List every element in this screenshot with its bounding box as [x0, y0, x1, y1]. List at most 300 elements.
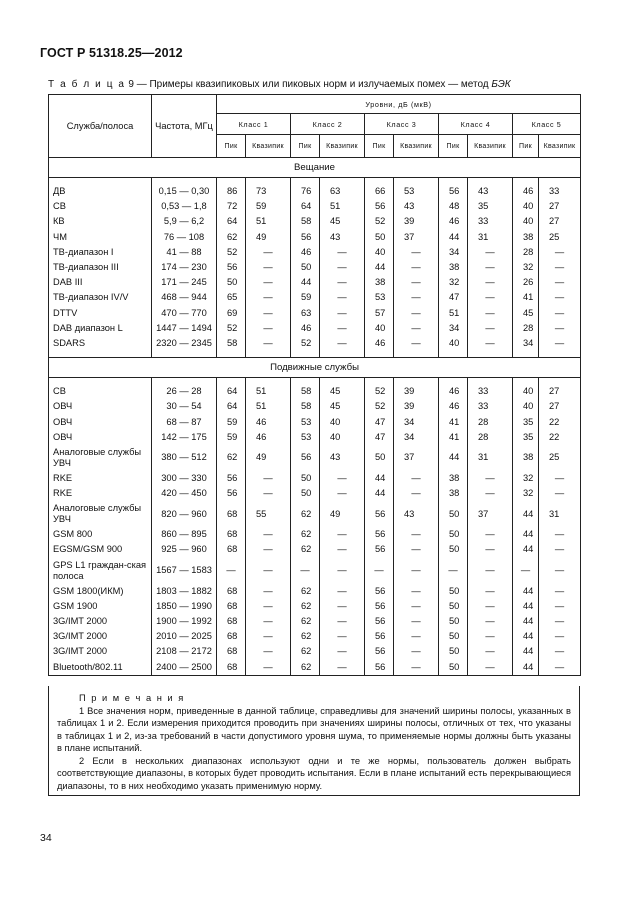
frequency-cell: 174 — 230 — [152, 260, 217, 275]
quasi-peak-cell: — — [246, 260, 291, 275]
peak-cell: — — [365, 558, 394, 584]
peak-cell: 45 — [513, 306, 539, 321]
note-2: 2 Если в нескольких диапазонах используют одни и те же нормы, пользователь должен выбрать соответствующие диапазоны, в которых будет проводить испытания. Если в плане испытаний есть перекрывающиеся диапазоны, то в них необходимо указать применимую норму. — [57, 755, 571, 791]
peak-cell: 65 — [217, 290, 246, 305]
quasi-peak-cell: — — [394, 471, 439, 486]
table-body — [49, 158, 581, 676]
service-cell: ОВЧ — [49, 414, 152, 429]
peak-cell: 44 — [513, 629, 539, 644]
frequency-cell: 470 — 770 — [152, 306, 217, 321]
header-quasi-peak: Квазипик — [394, 135, 439, 158]
peak-cell: 46 — [513, 184, 539, 199]
peak-cell: 38 — [439, 260, 468, 275]
quasi-peak-cell: 39 — [394, 384, 439, 399]
peak-cell: 44 — [513, 660, 539, 676]
table-caption-method: БЭК — [491, 79, 511, 90]
peak-cell: 59 — [217, 430, 246, 445]
header-class-5: Класс 5 — [513, 114, 581, 135]
peak-cell: 38 — [513, 445, 539, 471]
quasi-peak-cell: — — [246, 306, 291, 321]
peak-cell: 68 — [217, 542, 246, 557]
header-quasi-peak: Квазипик — [246, 135, 291, 158]
peak-cell: 56 — [365, 584, 394, 599]
quasi-peak-cell: — — [394, 260, 439, 275]
header-service: Служба/полоса — [49, 95, 152, 158]
quasi-peak-cell: 33 — [539, 184, 581, 199]
quasi-peak-cell: 31 — [468, 230, 513, 245]
quasi-peak-cell: — — [320, 542, 365, 557]
quasi-peak-cell: 25 — [539, 230, 581, 245]
quasi-peak-cell: — — [246, 275, 291, 290]
quasi-peak-cell: 43 — [468, 184, 513, 199]
quasi-peak-cell: — — [539, 629, 581, 644]
quasi-peak-cell: — — [320, 660, 365, 676]
peak-cell: 38 — [365, 275, 394, 290]
quasi-peak-cell: 37 — [394, 230, 439, 245]
quasi-peak-cell: — — [539, 584, 581, 599]
quasi-peak-cell: — — [468, 629, 513, 644]
peak-cell: 56 — [291, 230, 320, 245]
quasi-peak-cell: — — [394, 486, 439, 501]
quasi-peak-cell: — — [468, 245, 513, 260]
frequency-cell: 2320 — 2345 — [152, 336, 217, 351]
peak-cell: 53 — [291, 430, 320, 445]
quasi-peak-cell: — — [468, 471, 513, 486]
quasi-peak-cell: — — [468, 336, 513, 351]
header-class-1: Класс 1 — [217, 114, 291, 135]
quasi-peak-cell: — — [468, 614, 513, 629]
service-cell: GPS L1 граждан-ская полоса — [49, 558, 152, 584]
peak-cell: 56 — [365, 644, 394, 659]
peak-cell: 76 — [291, 184, 320, 199]
quasi-peak-cell: — — [320, 471, 365, 486]
quasi-peak-cell: — — [539, 245, 581, 260]
section-title: Подвижные службы — [49, 358, 581, 378]
quasi-peak-cell: — — [394, 584, 439, 599]
table-row — [49, 275, 581, 290]
peak-cell: 64 — [217, 384, 246, 399]
frequency-cell: 1900 — 1992 — [152, 614, 217, 629]
quasi-peak-cell: — — [320, 306, 365, 321]
peak-cell: 50 — [217, 275, 246, 290]
quasi-peak-cell: — — [394, 660, 439, 676]
quasi-peak-cell: — — [394, 599, 439, 614]
quasi-peak-cell: — — [320, 527, 365, 542]
peak-cell: 50 — [365, 230, 394, 245]
quasi-peak-cell: — — [468, 644, 513, 659]
peak-cell: 52 — [217, 245, 246, 260]
peak-cell: 62 — [291, 542, 320, 557]
quasi-peak-cell: — — [539, 644, 581, 659]
peak-cell: 62 — [217, 445, 246, 471]
quasi-peak-cell: 53 — [394, 184, 439, 199]
service-cell: ТВ-диапазон IV/V — [49, 290, 152, 305]
header-levels: Уровни, дБ (мкВ) — [217, 95, 581, 114]
peak-cell: 53 — [365, 290, 394, 305]
quasi-peak-cell: — — [468, 599, 513, 614]
peak-cell: 34 — [439, 321, 468, 336]
quasi-peak-cell: — — [539, 471, 581, 486]
quasi-peak-cell: 33 — [468, 214, 513, 229]
quasi-peak-cell: — — [539, 660, 581, 676]
header-class-2: Класс 2 — [291, 114, 365, 135]
quasi-peak-cell: 45 — [320, 384, 365, 399]
quasi-peak-cell: — — [320, 599, 365, 614]
peak-cell: 38 — [439, 486, 468, 501]
quasi-peak-cell: — — [320, 336, 365, 351]
table-row — [49, 336, 581, 351]
peak-cell: 57 — [365, 306, 394, 321]
peak-cell: 50 — [439, 527, 468, 542]
peak-cell: 58 — [291, 399, 320, 414]
peak-cell: 64 — [217, 214, 246, 229]
quasi-peak-cell: — — [468, 260, 513, 275]
peak-cell: 59 — [217, 414, 246, 429]
peak-cell: 50 — [291, 471, 320, 486]
service-cell: ТВ-диапазон I — [49, 245, 152, 260]
peak-cell: 50 — [291, 486, 320, 501]
table-row — [49, 644, 581, 659]
table-row — [49, 542, 581, 557]
service-cell: GSM 1900 — [49, 599, 152, 614]
frequency-cell: 1850 — 1990 — [152, 599, 217, 614]
peak-cell: 52 — [217, 321, 246, 336]
peak-cell: 32 — [513, 486, 539, 501]
peak-cell: 50 — [291, 260, 320, 275]
peak-cell: 58 — [217, 336, 246, 351]
peak-cell: 56 — [365, 501, 394, 527]
quasi-peak-cell: — — [246, 290, 291, 305]
service-cell: КВ — [49, 214, 152, 229]
frequency-cell: 2010 — 2025 — [152, 629, 217, 644]
peak-cell: 50 — [439, 629, 468, 644]
note-1: 1 Все значения норм, приведенные в данной таблице, справедливы для значений ширины полосы, указанных в таблицах 1 и 2. Если измерения приходится проводить при значениях ширины полосы, отличных от тех, что указаны в таблицах 1 и 2, из-за требований в части допустимого уровня шума, то применяемые нормы должны быть указаны в плане испытаний. — [57, 705, 571, 753]
quasi-peak-cell: — — [468, 306, 513, 321]
peak-cell: 52 — [365, 384, 394, 399]
service-cell: DAB диапазон L — [49, 321, 152, 336]
peak-cell: 44 — [513, 644, 539, 659]
table-caption-text: 9 — Примеры квазипиковых или пиковых норм и излучаемых помех — метод — [125, 79, 492, 90]
peak-cell: 62 — [291, 599, 320, 614]
quasi-peak-cell: — — [468, 275, 513, 290]
peak-cell: 62 — [291, 629, 320, 644]
peak-cell: 44 — [513, 584, 539, 599]
quasi-peak-cell: 46 — [246, 430, 291, 445]
header-quasi-peak: Квазипик — [539, 135, 581, 158]
frequency-cell: 420 — 450 — [152, 486, 217, 501]
quasi-peak-cell: 46 — [246, 414, 291, 429]
frequency-cell: 468 — 944 — [152, 290, 217, 305]
peak-cell: 46 — [439, 384, 468, 399]
peak-cell: 46 — [365, 336, 394, 351]
peak-cell: 44 — [291, 275, 320, 290]
peak-cell: 68 — [217, 614, 246, 629]
quasi-peak-cell: 37 — [468, 501, 513, 527]
quasi-peak-cell: 40 — [320, 414, 365, 429]
quasi-peak-cell: — — [394, 275, 439, 290]
table-row — [49, 486, 581, 501]
peak-cell: 52 — [365, 214, 394, 229]
frequency-cell: 0,53 — 1,8 — [152, 199, 217, 214]
quasi-peak-cell: 51 — [246, 384, 291, 399]
table-row — [49, 430, 581, 445]
quasi-peak-cell: — — [539, 290, 581, 305]
table-row — [49, 260, 581, 275]
peak-cell: 44 — [365, 260, 394, 275]
peak-cell: 66 — [365, 184, 394, 199]
quasi-peak-cell: 31 — [468, 445, 513, 471]
peak-cell: 50 — [439, 584, 468, 599]
frequency-cell: 171 — 245 — [152, 275, 217, 290]
service-cell: Bluetooth/802.11 — [49, 660, 152, 676]
quasi-peak-cell: — — [320, 644, 365, 659]
peak-cell: 50 — [439, 542, 468, 557]
frequency-cell: 30 — 54 — [152, 399, 217, 414]
notes-block — [48, 686, 580, 796]
peak-cell: 32 — [513, 471, 539, 486]
peak-cell: 32 — [439, 275, 468, 290]
peak-cell: 47 — [365, 430, 394, 445]
service-cell: SDARS — [49, 336, 152, 351]
peak-cell: 68 — [217, 629, 246, 644]
quasi-peak-cell: — — [394, 527, 439, 542]
quasi-peak-cell: 49 — [320, 501, 365, 527]
peak-cell: 56 — [365, 614, 394, 629]
service-cell: GSM 800 — [49, 527, 152, 542]
table-row — [49, 614, 581, 629]
service-cell: ТВ-диапазон III — [49, 260, 152, 275]
peak-cell: 58 — [291, 214, 320, 229]
peak-cell: 44 — [513, 542, 539, 557]
peak-cell: 62 — [291, 584, 320, 599]
peak-cell: 41 — [439, 430, 468, 445]
header-frequency: Частота, МГц — [152, 95, 217, 158]
peak-cell: 44 — [439, 445, 468, 471]
peak-cell: 28 — [513, 245, 539, 260]
peak-cell: 56 — [365, 629, 394, 644]
quasi-peak-cell: — — [246, 660, 291, 676]
header-class-4: Класс 4 — [439, 114, 513, 135]
quasi-peak-cell: 25 — [539, 445, 581, 471]
header-peak: Пик — [513, 135, 539, 158]
quasi-peak-cell: — — [246, 614, 291, 629]
peak-cell: 38 — [439, 471, 468, 486]
frequency-cell: 41 — 88 — [152, 245, 217, 260]
peak-cell: 44 — [513, 501, 539, 527]
peak-cell: 62 — [291, 501, 320, 527]
frequency-cell: 1567 — 1583 — [152, 558, 217, 584]
service-cell: GSM 1800(ИКМ) — [49, 584, 152, 599]
peak-cell: 68 — [217, 599, 246, 614]
peak-cell: 86 — [217, 184, 246, 199]
peak-cell: 40 — [513, 399, 539, 414]
quasi-peak-cell: — — [246, 321, 291, 336]
peak-cell: 44 — [439, 230, 468, 245]
quasi-peak-cell: — — [394, 245, 439, 260]
peak-cell: 46 — [291, 321, 320, 336]
peak-cell: 62 — [291, 527, 320, 542]
quasi-peak-cell: — — [394, 306, 439, 321]
quasi-peak-cell: 51 — [320, 199, 365, 214]
peak-cell: 62 — [217, 230, 246, 245]
peak-cell: 41 — [439, 414, 468, 429]
quasi-peak-cell: — — [394, 336, 439, 351]
header-peak: Пик — [439, 135, 468, 158]
table-row — [49, 306, 581, 321]
peak-cell: 56 — [365, 660, 394, 676]
peak-cell: 58 — [291, 384, 320, 399]
quasi-peak-cell: 22 — [539, 430, 581, 445]
table-caption-label: Т а б л и ц а — [48, 79, 126, 90]
quasi-peak-cell: 27 — [539, 399, 581, 414]
quasi-peak-cell: 33 — [468, 384, 513, 399]
peak-cell: 56 — [365, 542, 394, 557]
frequency-cell: 5,9 — 6,2 — [152, 214, 217, 229]
quasi-peak-cell: — — [468, 584, 513, 599]
peak-cell: 35 — [513, 414, 539, 429]
peak-cell: 64 — [291, 199, 320, 214]
quasi-peak-cell: — — [394, 542, 439, 557]
quasi-peak-cell: 59 — [246, 199, 291, 214]
quasi-peak-cell: — — [468, 660, 513, 676]
quasi-peak-cell: 27 — [539, 384, 581, 399]
service-cell: СВ — [49, 199, 152, 214]
peak-cell: 68 — [217, 527, 246, 542]
frequency-cell: 300 — 330 — [152, 471, 217, 486]
quasi-peak-cell: — — [246, 486, 291, 501]
quasi-peak-cell: 73 — [246, 184, 291, 199]
peak-cell: 40 — [513, 199, 539, 214]
peak-cell: 68 — [217, 644, 246, 659]
quasi-peak-cell: 49 — [246, 230, 291, 245]
quasi-peak-cell: 43 — [394, 199, 439, 214]
peak-cell: 50 — [439, 644, 468, 659]
quasi-peak-cell: 28 — [468, 430, 513, 445]
quasi-peak-cell: — — [320, 275, 365, 290]
peak-cell: 35 — [513, 430, 539, 445]
table-row — [49, 660, 581, 676]
peak-cell: 56 — [217, 260, 246, 275]
peak-cell: — — [513, 558, 539, 584]
quasi-peak-cell: — — [539, 321, 581, 336]
peak-cell: 47 — [365, 414, 394, 429]
quasi-peak-cell: — — [539, 542, 581, 557]
section-row — [49, 158, 581, 178]
peak-cell: 32 — [513, 260, 539, 275]
quasi-peak-cell: — — [246, 336, 291, 351]
peak-cell: 56 — [217, 486, 246, 501]
quasi-peak-cell: — — [468, 486, 513, 501]
quasi-peak-cell: — — [468, 321, 513, 336]
standard-title: ГОСТ Р 51318.25—2012 — [40, 46, 183, 60]
peak-cell: 56 — [365, 199, 394, 214]
section-row — [49, 358, 581, 378]
quasi-peak-cell: — — [246, 245, 291, 260]
peak-cell: — — [439, 558, 468, 584]
peak-cell: 44 — [365, 471, 394, 486]
table-row — [49, 290, 581, 305]
quasi-peak-cell: — — [539, 306, 581, 321]
service-cell: 3G/IMT 2000 — [49, 629, 152, 644]
table-row — [49, 214, 581, 229]
peak-cell: 46 — [439, 399, 468, 414]
quasi-peak-cell: 63 — [320, 184, 365, 199]
frequency-cell: 2108 — 2172 — [152, 644, 217, 659]
frequency-cell: 1447 — 1494 — [152, 321, 217, 336]
table-row — [49, 245, 581, 260]
service-cell: RKE — [49, 471, 152, 486]
quasi-peak-cell: — — [246, 558, 291, 584]
peak-cell: 46 — [291, 245, 320, 260]
quasi-peak-cell: 39 — [394, 214, 439, 229]
peak-cell: 62 — [291, 644, 320, 659]
quasi-peak-cell: — — [468, 527, 513, 542]
peak-cell: 46 — [439, 214, 468, 229]
quasi-peak-cell: — — [394, 290, 439, 305]
quasi-peak-cell: — — [539, 614, 581, 629]
quasi-peak-cell: 39 — [394, 399, 439, 414]
frequency-cell: 380 — 512 — [152, 445, 217, 471]
quasi-peak-cell: — — [468, 542, 513, 557]
peak-cell: 40 — [365, 245, 394, 260]
quasi-peak-cell: 22 — [539, 414, 581, 429]
table-row — [49, 399, 581, 414]
quasi-peak-cell: 40 — [320, 430, 365, 445]
table-row — [49, 199, 581, 214]
table-row — [49, 629, 581, 644]
quasi-peak-cell: — — [246, 629, 291, 644]
table-row — [49, 230, 581, 245]
quasi-peak-cell: 31 — [539, 501, 581, 527]
quasi-peak-cell: — — [539, 336, 581, 351]
limits-table — [48, 94, 581, 676]
table-row — [49, 599, 581, 614]
quasi-peak-cell: — — [539, 558, 581, 584]
frequency-cell: 142 — 175 — [152, 430, 217, 445]
service-cell: RKE — [49, 486, 152, 501]
service-cell: СВ — [49, 384, 152, 399]
table-row — [49, 384, 581, 399]
quasi-peak-cell: — — [246, 584, 291, 599]
peak-cell: 56 — [365, 599, 394, 614]
quasi-peak-cell: — — [539, 486, 581, 501]
quasi-peak-cell: — — [246, 471, 291, 486]
quasi-peak-cell: 43 — [394, 501, 439, 527]
quasi-peak-cell: 55 — [246, 501, 291, 527]
table-row — [49, 584, 581, 599]
quasi-peak-cell: — — [320, 614, 365, 629]
peak-cell: 52 — [365, 399, 394, 414]
quasi-peak-cell: — — [394, 614, 439, 629]
peak-cell: 41 — [513, 290, 539, 305]
service-cell: 3G/IMT 2000 — [49, 644, 152, 659]
peak-cell: 68 — [217, 584, 246, 599]
frequency-cell: 76 — 108 — [152, 230, 217, 245]
peak-cell: 28 — [513, 321, 539, 336]
peak-cell: 44 — [513, 614, 539, 629]
peak-cell: — — [217, 558, 246, 584]
quasi-peak-cell: 33 — [468, 399, 513, 414]
quasi-peak-cell: 35 — [468, 199, 513, 214]
quasi-peak-cell: — — [539, 599, 581, 614]
peak-cell: 50 — [439, 660, 468, 676]
peak-cell: 50 — [439, 501, 468, 527]
peak-cell: 52 — [291, 336, 320, 351]
header-quasi-peak: Квазипик — [468, 135, 513, 158]
peak-cell: — — [291, 558, 320, 584]
service-cell: EGSM/GSM 900 — [49, 542, 152, 557]
quasi-peak-cell: 27 — [539, 199, 581, 214]
